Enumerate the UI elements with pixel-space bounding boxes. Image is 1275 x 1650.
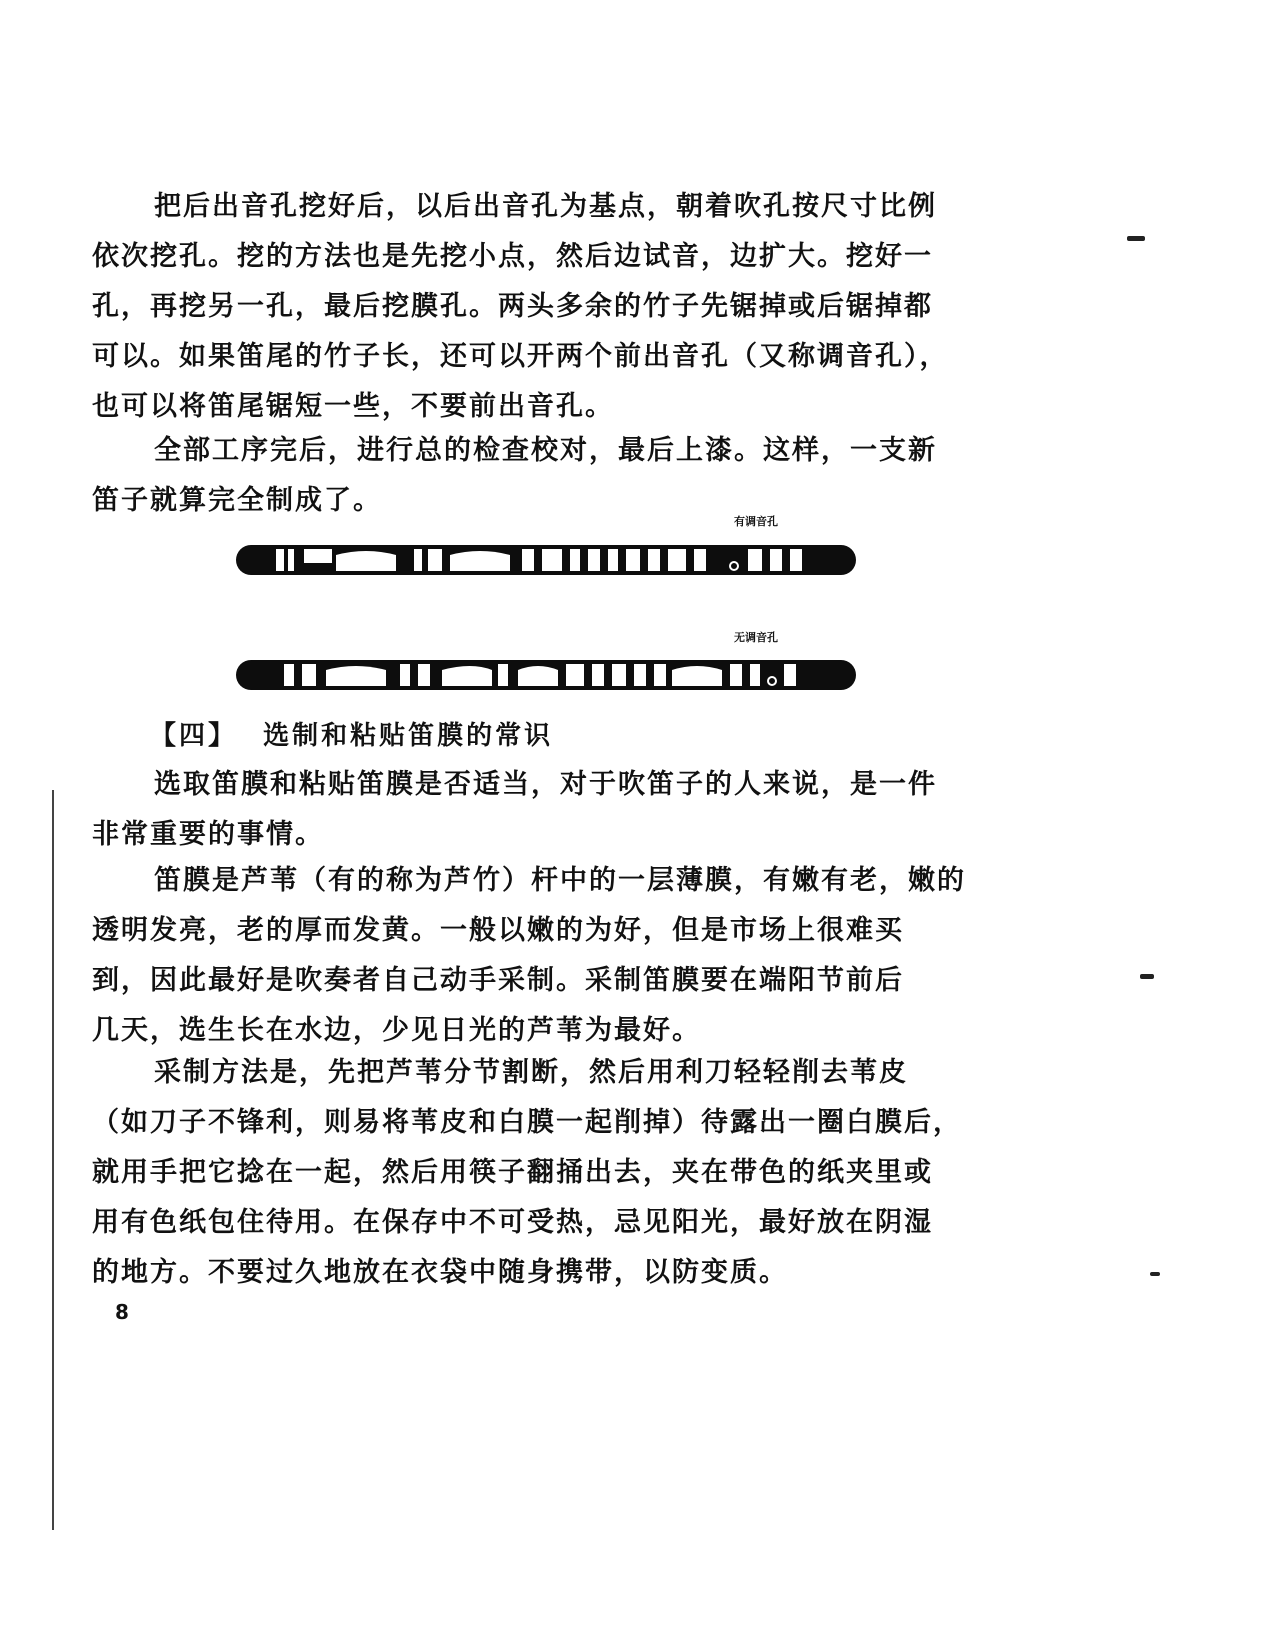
flute-without-tuning-holes-figure [236, 657, 856, 693]
page-number: 8 [115, 1300, 129, 1324]
paragraph-5 [92, 1048, 1004, 1298]
text-line: 笛膜是芦苇（有的称为芦竹）杆中的一层薄膜，有嫩有老，嫩的 [154, 865, 966, 896]
text-line: 全部工序完后，进行总的检查校对，最后上漆。这样，一支新 [154, 435, 937, 466]
text-line: 可以。如果笛尾的竹子长，还可以开两个前出音孔（又称调音孔）， [92, 341, 949, 372]
section-title: 选制和粘贴笛膜的常识 [263, 721, 554, 751]
text-line: 也可以将笛尾锯短一些，不要前出音孔。 [92, 391, 614, 422]
text-line: 采制方法是，先把芦苇分节割断，然后用利刀轻轻削去苇皮 [154, 1057, 908, 1088]
scan-speck [1140, 974, 1154, 979]
paragraph-1 [92, 182, 1004, 432]
scan-edge-line [52, 790, 54, 1530]
text-line: 透明发亮，老的厚而发黄。一般以嫩的为好，但是市场上很难买 [92, 915, 904, 946]
paragraph-3 [92, 760, 1004, 860]
text-line: （如刀子不锋利，则易将苇皮和白膜一起削掉）待露出一圈白膜后， [92, 1107, 962, 1138]
text-line: 非常重要的事情。 [92, 819, 324, 850]
text-line: 到，因此最好是吹奏者自己动手采制。采制笛膜要在端阳节前后 [92, 965, 904, 996]
text-line: 就用手把它捻在一起，然后用筷子翻捅出去，夹在带色的纸夹里或 [92, 1157, 933, 1188]
text-line: 几天，选生长在水边，少见日光的芦苇为最好。 [92, 1015, 701, 1046]
figure-label-without-tuning-holes: 无调音孔 [734, 631, 778, 644]
section-number: 【四】 [150, 721, 238, 751]
text-line: 孔，再挖另一孔，最后挖膜孔。两头多余的竹子先锯掉或后锯掉都 [92, 291, 933, 322]
text-line: 笛子就算完全制成了。 [92, 485, 382, 516]
paragraph-4 [92, 856, 1004, 1056]
text-line: 选取笛膜和粘贴笛膜是否适当，对于吹笛子的人来说，是一件 [154, 769, 937, 800]
figure-label-with-tuning-holes: 有调音孔 [734, 515, 778, 528]
scan-speck [1127, 236, 1145, 241]
text-line: 把后出音孔挖好后，以后出音孔为基点，朝着吹孔按尺寸比例 [154, 191, 937, 222]
text-line: 用有色纸包住待用。在保存中不可受热，忌见阳光，最好放在阴湿 [92, 1207, 933, 1238]
section-heading [150, 715, 553, 752]
text-line: 依次挖孔。挖的方法也是先挖小点，然后边试音，边扩大。挖好一 [92, 241, 933, 272]
scan-speck [1150, 1272, 1160, 1276]
paragraph-2 [92, 426, 1004, 526]
flute-with-tuning-holes-figure [236, 542, 856, 578]
text-line: 的地方。不要过久地放在衣袋中随身携带，以防变质。 [92, 1257, 788, 1288]
